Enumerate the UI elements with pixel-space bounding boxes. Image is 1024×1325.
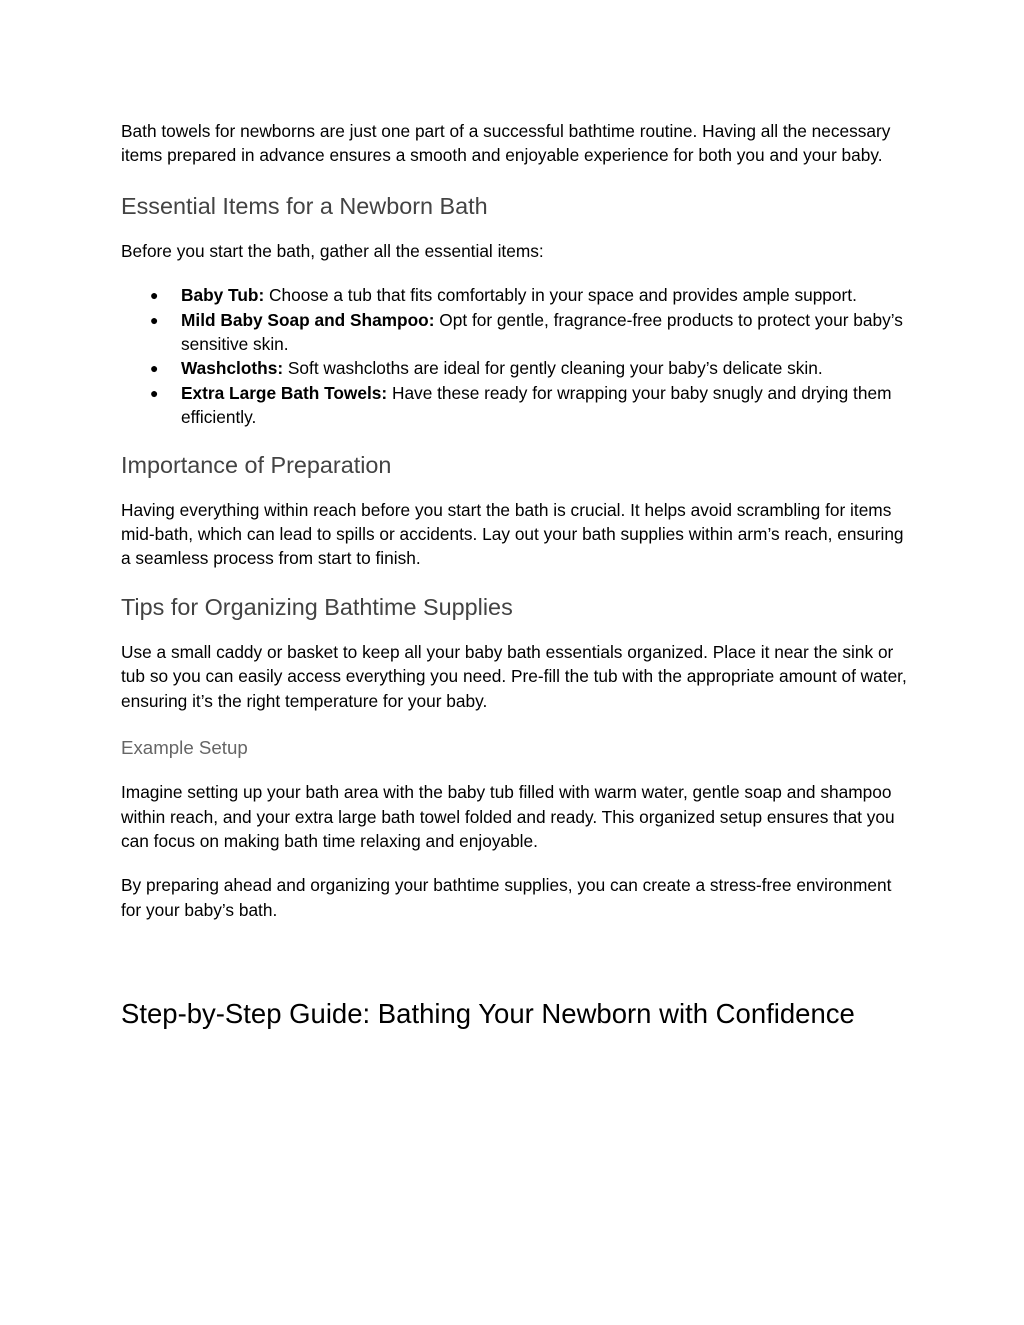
item-text: Soft washcloths are ideal for gently cleaning your baby’s delicate skin. [283, 358, 823, 379]
importance-paragraph: Having everything within reach before you start the bath is crucial. It helps avoid scrambling for items mid-bath, which can lead to spills or accidents. Lay out your bath supplies within arm’s reach, ensuring a seamless process from start to finish. [121, 499, 904, 569]
list-item [121, 356, 911, 380]
list-item [121, 283, 911, 307]
example-paragraph: Imagine setting up your bath area with the baby tub filled with warm water, gentle soap and shampoo within reach, and your extra large bath towel folded and ready. This organized setup ensures that you can focus on making bath time relaxing and enjoyable. [121, 782, 895, 851]
bullet-icon: ● [150, 384, 159, 401]
tips-paragraph: Use a small caddy or basket to keep all your baby bath essentials organized. Place it near the sink or tub so you can easily access everything you need. Pre-fill the tub with the appropriate amount of water, ensuring it’s the right temperature for your baby. [121, 641, 907, 711]
example-setup-heading: Example Setup [121, 737, 248, 759]
item-term: Baby Tub: [181, 285, 265, 306]
item-text: Have these ready for wrapping your baby snugly and drying them efficiently. [181, 382, 892, 428]
item-text: Choose a tub that fits comfortably in your space and provides ample support. [264, 285, 857, 306]
gather-paragraph: Before you start the bath, gather all the essential items: [121, 240, 544, 261]
list-item [121, 308, 911, 357]
closing-paragraph: By preparing ahead and organizing your bathtime supplies, you can create a stress-free environment for your baby’s bath. [121, 875, 892, 920]
list-item [121, 381, 911, 430]
guide-heading: Step-by-Step Guide: Bathing Your Newborn with Confidence [121, 998, 855, 1030]
document-body [121, 119, 911, 1031]
bullet-icon: ● [150, 287, 159, 304]
bullet-icon: ● [150, 360, 159, 377]
intro-paragraph: Bath towels for newborns are just one part of a successful bathtime routine. Having all the necessary items prepared in advance ensures a smooth and enjoyable experience for both you and your baby. [121, 121, 891, 166]
importance-heading: Importance of Preparation [121, 451, 392, 478]
tips-heading: Tips for Organizing Bathtime Supplies [121, 593, 513, 620]
item-term: Extra Large Bath Towels: [181, 382, 388, 403]
bullet-icon: ● [150, 311, 159, 328]
item-term: Washcloths: [181, 358, 284, 379]
item-text: Opt for gentle, fragrance-free products to protect your baby’s sensitive skin. [181, 309, 903, 355]
essential-items-heading: Essential Items for a Newborn Bath [121, 192, 488, 219]
essential-items-list [121, 283, 911, 429]
item-term: Mild Baby Soap and Shampoo: [181, 309, 435, 330]
